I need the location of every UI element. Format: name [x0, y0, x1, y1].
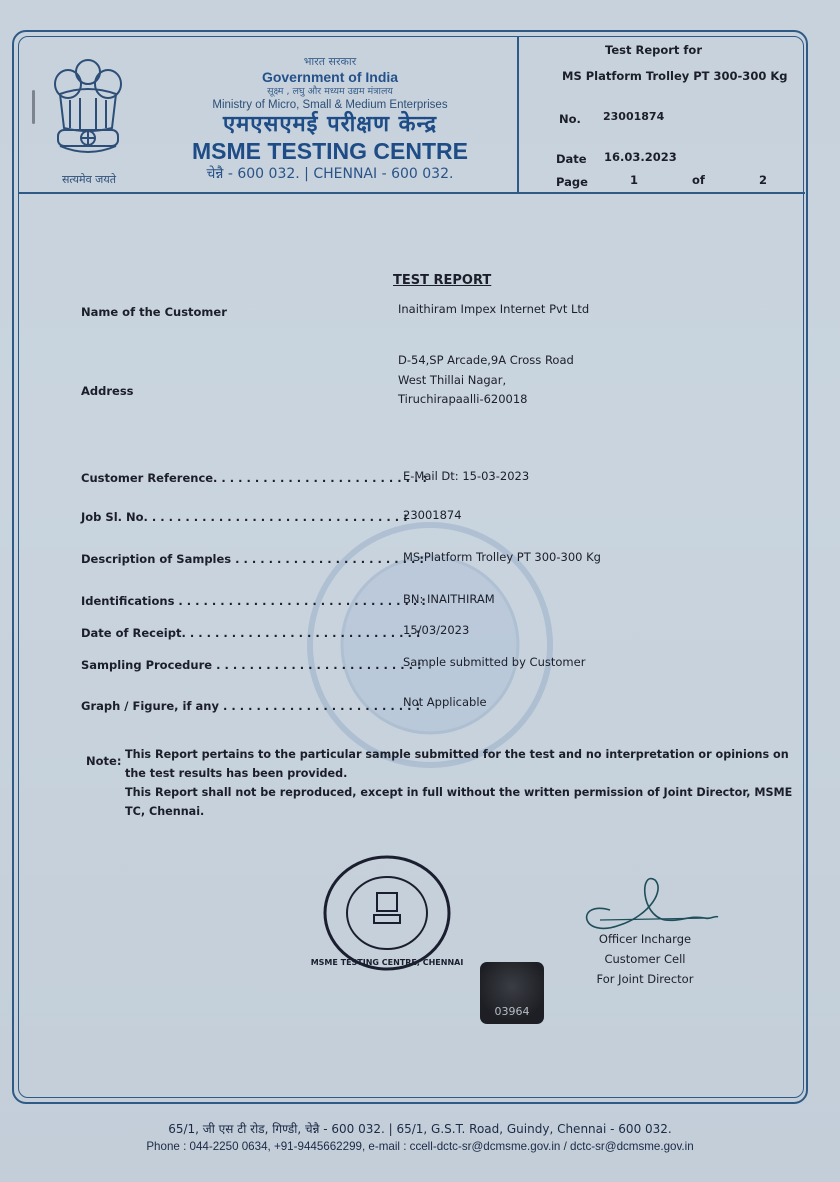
field-label: Graph / Figure, if any . . . . . . . . . . . . . . . . . . . . . . . :	[81, 699, 421, 713]
hologram-sticker	[480, 962, 544, 1024]
field-value: BN: INAITHIRAM	[403, 592, 495, 606]
report-no-value: 23001874	[603, 110, 665, 123]
officer-block	[590, 929, 700, 989]
address-line: D-54,SP Arcade,9A Cross Road	[398, 353, 574, 367]
footer-address: 65/1, जी एस टी रोड, गिण्डी, चेन्नै - 600 032. | 65/1, G.S.T. Road, Guindy, Chennai - 600 032.	[168, 1122, 672, 1136]
report-page-label: Page	[556, 175, 588, 189]
field-label: Date of Receipt. . . . . . . . . . . . . . . . . . . . . . . . . . . . :	[81, 626, 421, 640]
customer-value: Inaithiram Impex Internet Pvt Ltd	[398, 302, 590, 316]
report-panel-heading: Test Report for	[605, 43, 702, 57]
header-vertical-divider	[517, 37, 519, 193]
footer-contact: Phone : 044-2250 0634, +91-9445662299, e-mail : ccell-dctc-sr@dcmsme.gov.in / dctc-sr@dcmsme.gov.in	[146, 1140, 694, 1153]
hologram-number: 03964	[494, 1005, 530, 1018]
report-page-of: of	[692, 173, 705, 187]
centre-city: चेन्नै - 600 032. | CHENNAI - 600 032.	[206, 166, 454, 182]
address-label: Address	[81, 384, 134, 398]
national-emblem-icon	[46, 54, 130, 166]
report-no-label: No.	[559, 112, 581, 126]
field-value: 23001874	[403, 508, 462, 522]
seal-text: MSME TESTING CENTRE, CHENNAI	[310, 958, 464, 967]
note-line: This Report pertains to the particular sample submitted for the test and no interpretation or opinions on the test results has been provided.	[125, 748, 789, 780]
field-label: Description of Samples . . . . . . . . . . . . . . . . . . . . . . :	[81, 552, 424, 566]
field-value: 15/03/2023	[403, 623, 470, 637]
officer-line: Officer Incharge	[598, 932, 692, 946]
field-label: Job Sl. No. . . . . . . . . . . . . . . . . . . . . . . . . . . . . . . :	[81, 510, 408, 524]
field-value: Not Applicable	[403, 695, 487, 709]
report-page-current: 1	[630, 173, 639, 187]
officer-line: Customer Cell	[604, 952, 686, 966]
emblem-motto: सत्यमेव जयते	[61, 173, 116, 186]
note-line: This Report shall not be reproduced, except in full without the written permission of Joint Director, MSME TC, Chennai.	[125, 786, 793, 818]
field-label: Customer Reference. . . . . . . . . . . . . . . . . . . . . . . . . :	[81, 471, 427, 485]
report-panel-product: MS Platform Trolley PT 300-300 Kg	[562, 69, 788, 83]
header-divider	[19, 192, 805, 194]
field-value: MS Platform Trolley PT 300-300 Kg	[403, 550, 601, 564]
address-line: Tiruchirapaalli-620018	[398, 392, 528, 406]
address-value	[398, 351, 574, 410]
official-seal-icon	[310, 853, 464, 973]
note-label: Note:	[86, 754, 122, 768]
note-text	[125, 745, 805, 821]
govt-name: Government of India	[261, 69, 399, 85]
document-title: TEST REPORT	[393, 273, 492, 288]
ministry-name: Ministry of Micro, Small & Medium Enterprises	[212, 99, 448, 111]
report-date-value: 16.03.2023	[604, 150, 677, 164]
report-date-label: Date	[556, 152, 587, 166]
report-page-total: 2	[759, 173, 768, 187]
centre-hindi: एमएसएमई परीक्षण केन्द्र	[222, 112, 438, 137]
field-label: Sampling Procedure . . . . . . . . . . . . . . . . . . . . . . . . :	[81, 658, 422, 672]
field-value: Sample submitted by Customer	[403, 655, 586, 669]
customer-label: Name of the Customer	[81, 305, 227, 319]
field-value: E-Mail Dt: 15-03-2023	[403, 469, 530, 483]
field-label: Identifications . . . . . . . . . . . . . . . . . . . . . . . . . . . . . :	[81, 594, 426, 608]
address-line: West Thillai Nagar,	[398, 372, 507, 387]
organization-header	[150, 55, 510, 184]
ministry-hindi: सूक्ष्म , लघु और मध्यम उद्यम मंत्रालय	[267, 86, 393, 97]
officer-line: For Joint Director	[596, 972, 694, 986]
govt-hindi: भारत सरकार	[303, 55, 357, 68]
centre-name: MSME TESTING CENTRE	[191, 138, 468, 164]
